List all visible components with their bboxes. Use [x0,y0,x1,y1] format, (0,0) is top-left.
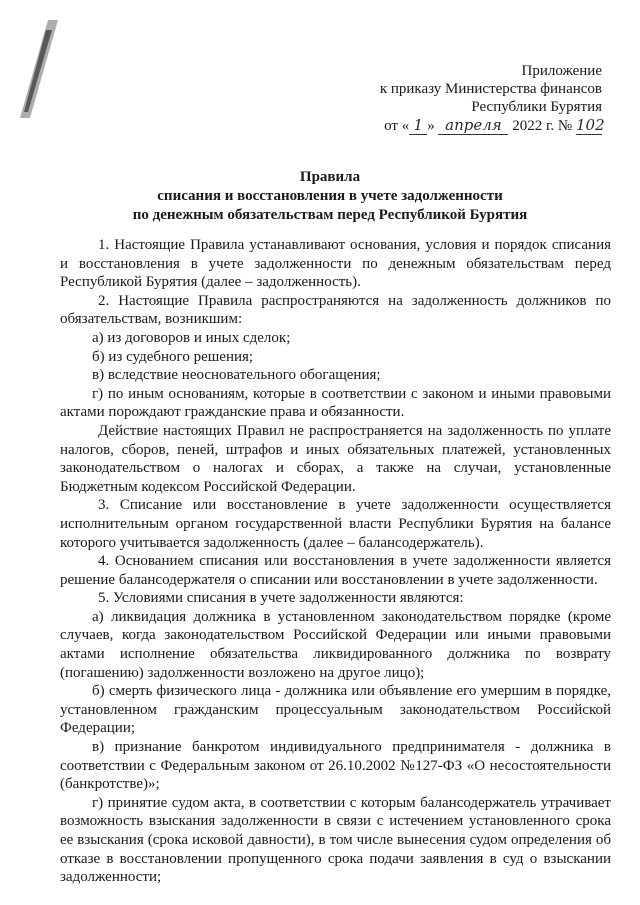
paragraph-1: 1. Настоящие Правила устанавливают основания, условия и порядок списания и восстановления в учете задолженности по денежным обязательствам перед Республикой Бурятия (далее – задолженность). [60,237,611,291]
paragraph-2a: а) из договоров и иных сделок; [92,329,291,346]
title-line-2: списания и восстановления в учете задолженности [157,188,503,204]
date-prefix: от « [384,118,410,134]
paragraph-2c: в) вследствие неосновательного обогащения; [92,367,381,384]
appendix-label: Приложение [521,63,602,79]
paragraph-2d: г) по иным основаниям, которые в соответствии с законом и иными правовыми актами порождают гражданские права и обязанности. [60,385,611,421]
date-day-handwritten: 1 [409,116,427,135]
order-number-handwritten: 102 [576,116,605,134]
paragraph-5b: б) смерть физического лица - должника или объявление его умершим в порядке, установленном гражданским процессуальным законодательством Российской Федерации; [60,683,611,737]
appendix-header [302,62,605,135]
date-mid: » [427,118,435,134]
paragraph-5d: г) принятие судом акта, в соответствии с которым балансодержатель утрачивает возможность взыскания задолженности в связи с истечением установленного срока ее взыскания (срока исковой давности), в том числе вынесения судом определения об отказе в восстановлении пропущенного срока подачи заявления в суд о взыскании задолженности; [60,794,611,886]
paragraph-5: 5. Условиями списания в учете задолженности являются: [98,590,464,607]
date-year: 2022 г. № [512,118,573,134]
title-line-1: Правила [299,169,361,185]
paragraph-5a: а) ликвидация должника в установленном законодательством порядке (кроме случаев, когда законодательством Российской Федерации или иными правовыми актами исполнение обязательства ликвидированного должника по возврату (погашению) задолженности возложено на другое лицо); [60,608,611,681]
title-line-3: по денежным обязательствам перед Республикой Бурятия [132,207,528,223]
order-reference: к приказу Министерства финансов [379,81,602,97]
republic-name: Республики Бурятия [471,99,602,115]
paragraph-exclusion: Действие настоящих Правил не распространяется на задолженность по уплате налогов, сборов, пеней, штрафов и иных обязательных платежей, установленных законодательством о налогах и сборах, а также на случаи, установленные Бюджетным кодексом Российской Федерации. [60,422,611,495]
order-date-line [302,116,605,135]
date-month-handwritten: апреля [438,116,508,135]
paragraph-2b: б) из судебного решения; [92,348,254,365]
paragraph-4: 4. Основанием списания или восстановления в учете задолженности является решение балансодержателя о списании или восстановлении в учете задолженности. [60,553,611,588]
paragraph-2: 2. Настоящие Правила распространяются на задолженность должников по обязательствам, возникшим: [60,292,611,328]
document-body [60,236,611,887]
paragraph-5c: в) признание банкротом индивидуального предпринимателя - должника в соответствии с Федеральным законом от 26.10.2002 №127-ФЗ «О несостоятельности (банкротстве)»; [60,739,611,793]
document-title [60,168,600,225]
paragraph-3: 3. Списание или восстановление в учете задолженности осуществляется исполнительным органом государственной власти Республики Бурятия на балансе которого учитывается задолженность (далее – балансодержатель). [60,497,611,551]
